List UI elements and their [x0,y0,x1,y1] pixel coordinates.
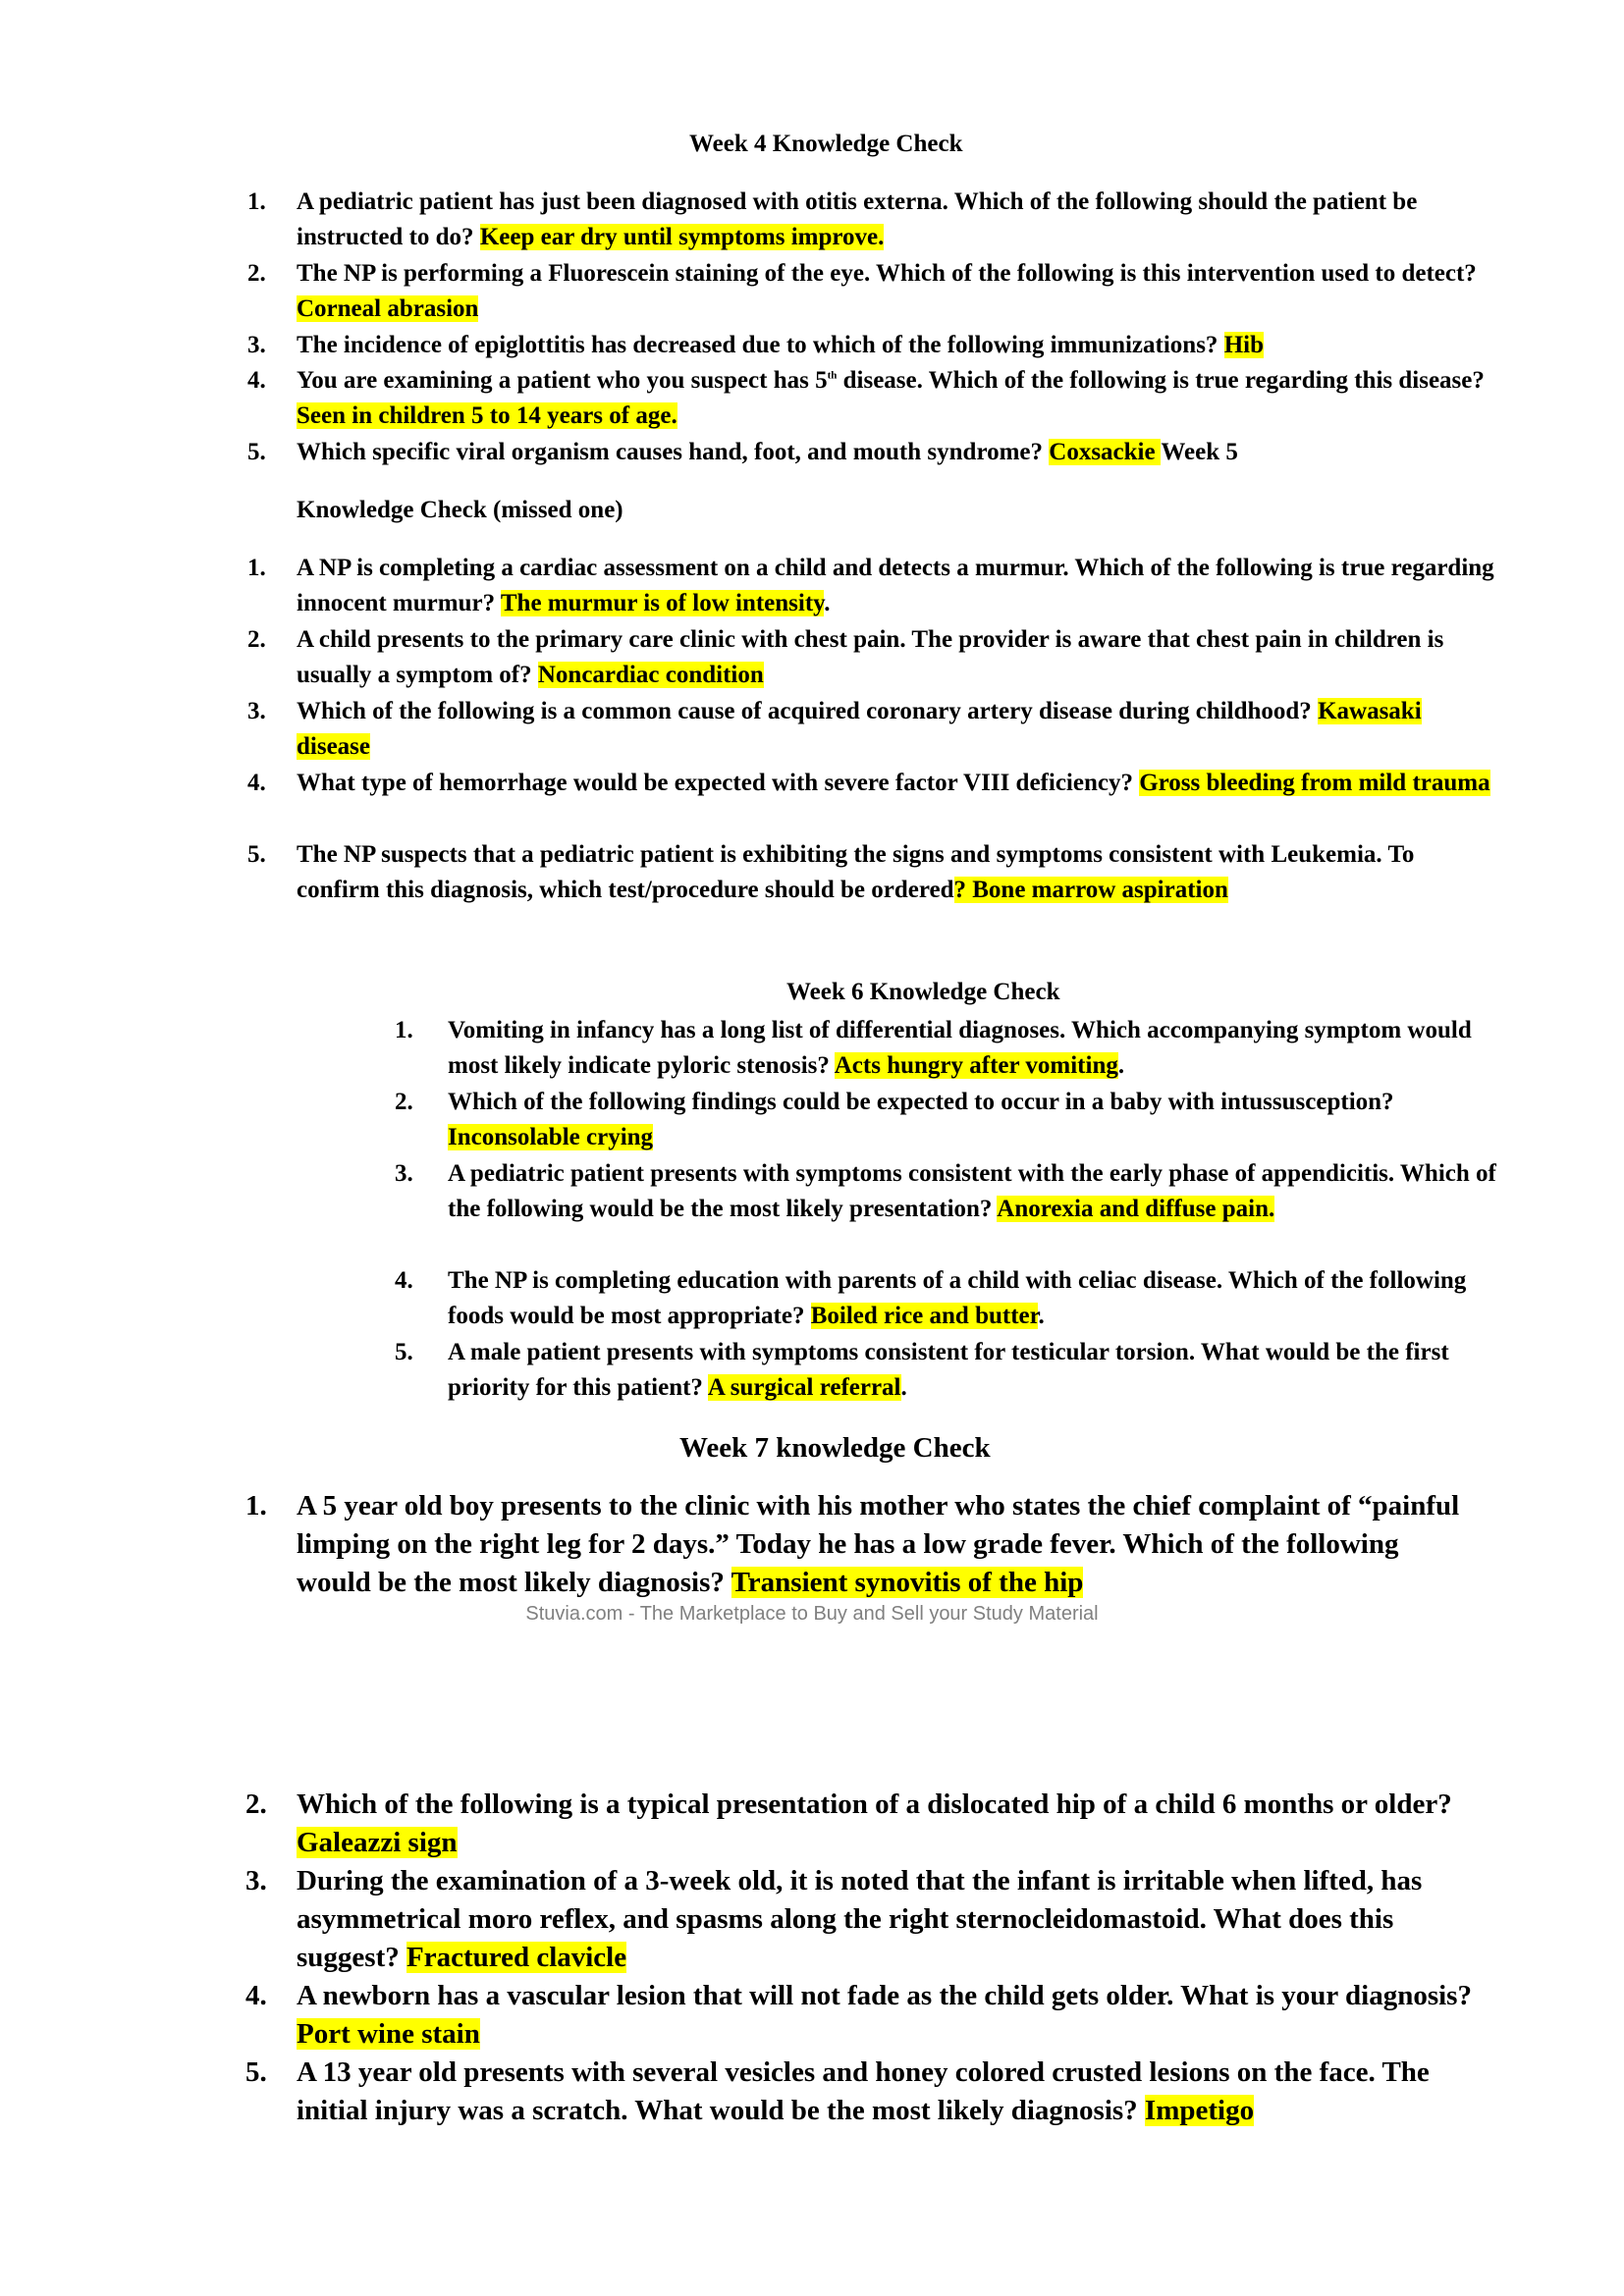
answer-highlight: Keep ear dry until symptoms improve. [479,224,885,251]
week7-question-4 [245,1977,1475,2054]
footer-watermark: Stuvia.com - The Marketplace to Buy and Sell your Study Material [525,1603,1099,1625]
question-text: A 13 year old presents with several vesicles and honey colored crusted lesions on the face. The initial injury was a scratch. What would be the most likely diagnosis? [297,2056,1430,2126]
question-number: 2. [247,260,266,287]
superscript: th [827,369,838,382]
week4-question-4 [247,363,1494,435]
question-text: The NP is performing a Fluorescein staining of the eye. Which of the following is this intervention used to detect? [297,260,1477,287]
question-number: 3. [247,332,266,358]
week4-question-3 [247,328,1494,363]
question-text: A newborn has a vascular lesion that will not fade as the child gets older. What is your diagnosis? [297,1980,1472,2011]
trailing-text: . [900,1374,907,1402]
question-number: 3. [247,698,266,724]
question-number: 5. [247,439,266,465]
week5-question-4 [247,766,1494,801]
answer-highlight: ? Bone marrow aspiration [953,877,1228,904]
question-text: A 5 year old boy presents to the clinic with his mother who states the chief complaint of “painful limping on the right leg for 2 days.” Today he has a low grade fever. Which of the following would be the most likely diagnosis? [297,1490,1460,1598]
answer-highlight: Seen in children 5 to 14 years of age. [297,402,677,430]
question-number: 3. [245,1865,267,1896]
question-text: A NP is completing a cardiac assessment on a child and detects a murmur. Which of the following is true regarding innocent murmur? [297,555,1494,617]
week5-question-3 [247,694,1494,766]
question-number: 1. [247,555,266,581]
question-text: A male patient presents with symptoms consistent for testicular torsion. What would be the first priority for this patient? [448,1339,1449,1402]
question-text: Which specific viral organism causes hand, foot, and mouth syndrome? [297,439,1050,465]
week7-question-1 [245,1487,1475,1601]
answer-highlight: Inconsolable crying [448,1124,654,1151]
question-text: During the examination of a 3-week old, it is noted that the infant is irritable when lifted, has asymmetrical moro reflex, and spasms along the right sternocleidomastoid. What does this suggest? [297,1865,1423,1973]
trailing-text: . [824,590,831,617]
answer-highlight: Port wine stain [297,2017,480,2050]
week7-question-3 [245,1862,1475,1976]
week6-question-3 [395,1156,1498,1228]
trailing-text: . [1117,1052,1125,1080]
question-text: The NP is completing education with parents of a child with celiac disease. Which of the following foods would be most appropriate? [448,1267,1467,1330]
week6-question-5 [395,1335,1498,1407]
week6-question-1 [395,1013,1498,1085]
trailing-text: Week 5 [1161,439,1238,465]
week6-question-4 [395,1263,1498,1335]
week5-question-5 [247,837,1494,909]
question-text: The incidence of epiglottitis has decreased due to which of the following immunizations? [297,332,1224,358]
answer-highlight: A surgical referral [707,1374,901,1402]
answer-highlight: Galeazzi sign [297,1826,458,1858]
question-number: 4. [245,1980,267,2011]
question-number: 4. [247,367,266,394]
question-text: A child presents to the primary care clinic with chest pain. The provider is aware that chest pain in children is usually a symptom of? [297,626,1444,689]
question-text: Which of the following findings could be expected to occur in a baby with intussusception? [448,1089,1394,1115]
week7-question-5 [245,2054,1475,2130]
question-number: 2. [245,1789,267,1820]
question-text: A pediatric patient has just been diagnosed with otitis externa. Which of the following should the patient be instructed to do? [297,188,1418,251]
question-number: 5. [395,1339,413,1365]
question-number: 4. [247,770,266,796]
answer-highlight: Hib [1223,332,1264,358]
question-number: 5. [245,2056,267,2088]
question-number: 2. [395,1089,413,1115]
answer-highlight: Impetigo [1144,2094,1255,2126]
week4-question-1 [247,185,1494,256]
answer-highlight: Corneal abrasion [297,295,479,323]
answer-highlight: Transient synovitis of the hip [731,1566,1084,1598]
question-number: 1. [395,1017,413,1043]
question-number: 4. [395,1267,413,1294]
trailing-text: . [1038,1303,1045,1330]
week5-question-1 [247,551,1494,622]
week7-title: Week 7 knowledge Check [679,1432,991,1464]
answer-highlight: Kawasaki disease [297,698,1422,761]
week4-question-5 [247,435,1494,470]
question-text: Vomiting in infancy has a long list of differential diagnoses. Which accompanying symptom would most likely indicate pyloric stenosis? [448,1017,1472,1080]
question-text: What type of hemorrhage would be expected with severe factor VIII deficiency? [297,770,1140,796]
week4-question-2 [247,256,1494,328]
question-text: You are examining a patient who you suspect has 5 [297,367,828,394]
question-number: 2. [247,626,266,653]
question-text: Which of the following is a typical presentation of a dislocated hip of a child 6 months or older? [297,1789,1452,1820]
week4-title: Week 4 Knowledge Check [689,131,963,157]
answer-highlight: Anorexia and diffuse pain. [997,1196,1275,1223]
week5-title: Knowledge Check (missed one) [297,497,623,523]
question-text: The NP suspects that a pediatric patient is exhibiting the signs and symptoms consistent with Leukemia. To confirm this diagnosis, which test/procedure should be ordered [297,841,1415,904]
week7-question-2 [245,1786,1475,1862]
week5-question-2 [247,622,1494,694]
question-number: 3. [395,1160,413,1187]
week6-question-2 [395,1085,1498,1156]
question-number: 5. [247,841,266,868]
answer-highlight: Noncardiac condition [537,662,764,689]
question-text: Which of the following is a common cause of acquired coronary artery disease during childhood? [297,698,1319,724]
answer-highlight: Acts hungry after vomiting [834,1052,1118,1080]
answer-highlight: Fractured clavicle [406,1941,627,1973]
question-text: A pediatric patient presents with symptoms consistent with the early phase of appendicitis. Which of the following would be the most likely presentation? [448,1160,1496,1223]
week6-title: Week 6 Knowledge Check [786,979,1060,1005]
question-text-cont: disease. Which of the following is true regarding this disease? [837,367,1485,394]
answer-highlight: Gross bleeding from mild trauma [1139,770,1490,796]
answer-highlight: The murmur is of low intensity [500,590,825,617]
answer-highlight: Boiled rice and butter [810,1303,1039,1330]
question-number: 1. [245,1490,267,1522]
answer-highlight: Coxsackie [1049,439,1162,465]
question-number: 1. [247,188,266,215]
